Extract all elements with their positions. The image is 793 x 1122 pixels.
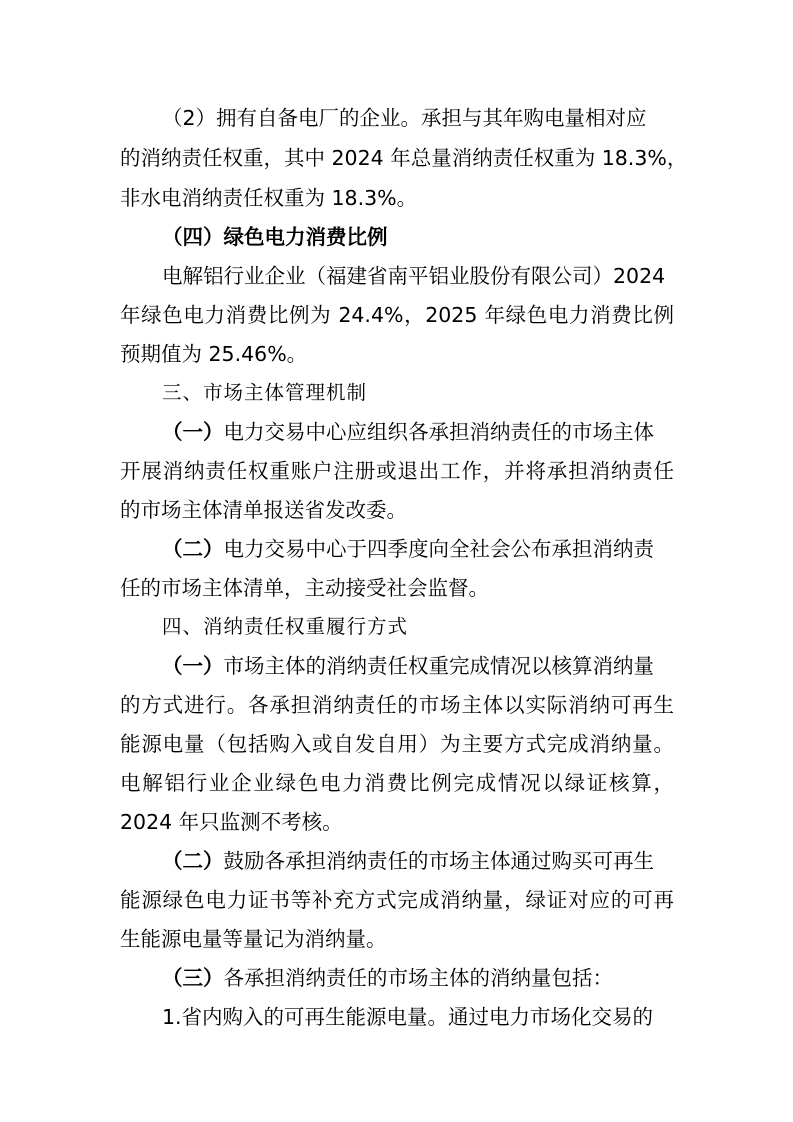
paragraph-line: 任的市场主体清单，主动接受社会监督。 (120, 576, 489, 600)
paragraph-line: 能源电量（包括购入或自发自用）为主要方式完成消纳量。 (120, 732, 674, 756)
item-marker: （二） (162, 849, 224, 873)
item-text: 市场主体的消纳责任权重完成情况以核算消纳量 (223, 654, 654, 678)
paragraph-line: 电解铝行业企业绿色电力消费比例完成情况以绿证核算， (120, 771, 674, 795)
paragraph-line: 的方式进行。各承担消纳责任的市场主体以实际消纳可再生 (120, 693, 674, 717)
paragraph-line: 能源绿色电力证书等补充方式完成消纳量，绿证对应的可再 (120, 888, 674, 912)
paragraph-line: 开展消纳责任权重账户注册或退出工作，并将承担消纳责任 (120, 459, 674, 483)
item-text: 鼓励各承担消纳责任的市场主体通过购买可再生 (223, 849, 654, 873)
section-heading: 四、消纳责任权重履行方式 (162, 615, 409, 638)
paragraph-line (162, 958, 613, 998)
section-heading: （四）绿色电力消费比例 (162, 225, 388, 249)
paragraph-line (162, 646, 654, 686)
item-marker: （二） (162, 537, 224, 561)
paragraph-line: 预期值为 25.46%。 (120, 342, 308, 366)
item-marker: （一） (162, 654, 224, 678)
item-text: 各承担消纳责任的市场主体的消纳量包括： (223, 966, 613, 990)
paragraph-line: （2）拥有自备电厂的企业。承担与其年购电量相对应 (162, 106, 647, 130)
item-marker: （一） (162, 420, 224, 444)
paragraph-line: 电解铝行业企业（福建省南平铝业股份有限公司）2024 (162, 264, 666, 288)
paragraph-line: 1.省内购入的可再生能源电量。通过电力市场化交易的 (162, 1005, 654, 1029)
paragraph-line: 生能源电量等量记为消纳量。 (120, 927, 387, 951)
paragraph-line (162, 412, 654, 452)
paragraph-line: 年绿色电力消费比例为 24.4%，2025 年绿色电力消费比例 (120, 303, 674, 327)
paragraph-line: 的消纳责任权重，其中 2024 年总量消纳责任权重为 18.3%， (120, 146, 688, 170)
item-text: 电力交易中心于四季度向全社会公布承担消纳责 (223, 537, 654, 561)
paragraph-line: 的市场主体清单报送省发改委。 (120, 498, 407, 522)
item-marker: （三） (162, 966, 224, 990)
item-text: 电力交易中心应组织各承担消纳责任的市场主体 (223, 420, 654, 444)
paragraph-line (162, 529, 654, 569)
paragraph-line: 2024 年只监测不考核。 (120, 810, 343, 834)
section-heading: 三、市场主体管理机制 (162, 381, 368, 404)
paragraph-line (162, 841, 654, 881)
paragraph-line: 非水电消纳责任权重为 18.3%。 (120, 186, 418, 210)
